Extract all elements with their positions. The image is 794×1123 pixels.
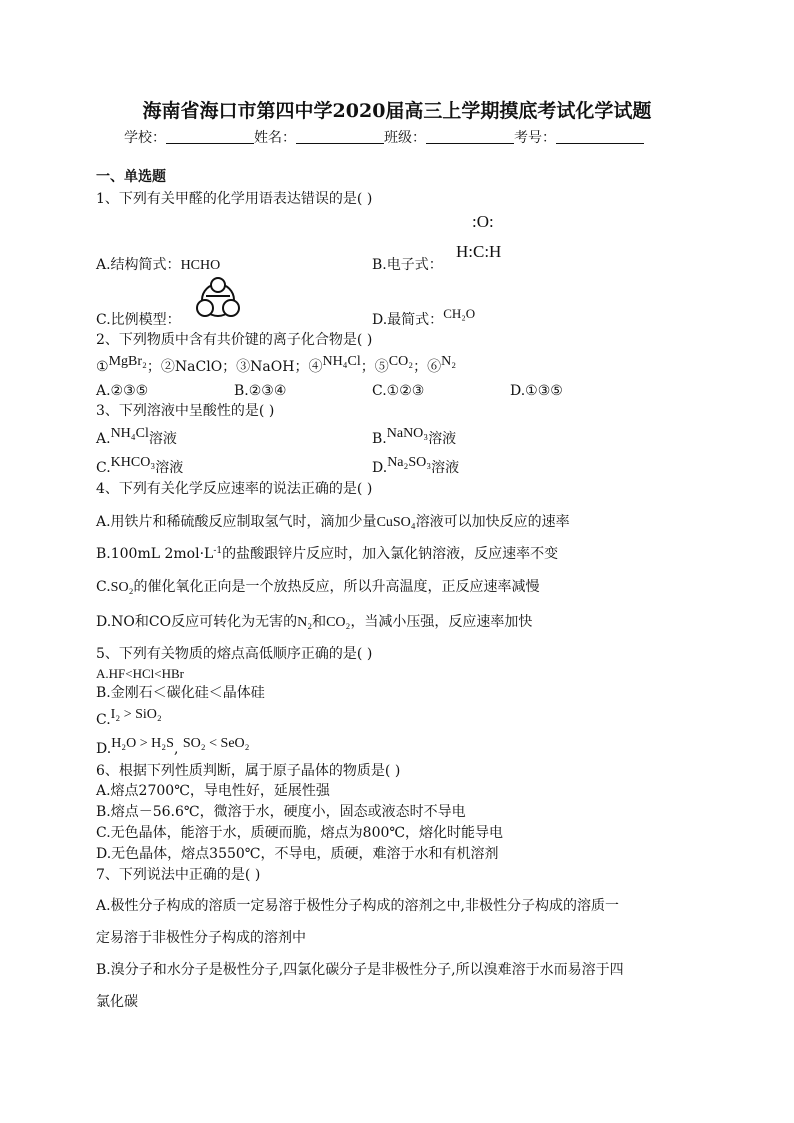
school-blank	[166, 129, 254, 144]
q5-c-formula: I₂ > SiO₂	[110, 707, 162, 722]
q4-c-text: 的催化氧化正向是一个放热反应，所以升高温度，正反应速率减慢	[133, 579, 540, 595]
q2-item: N₂	[441, 354, 457, 369]
class-blank	[426, 129, 514, 144]
q4-option-c	[96, 578, 539, 597]
q6-option-c: C.无色晶体，能溶于水，质硬而脆，熔点为800℃，熔化时能导电	[96, 825, 504, 841]
q4-d-text: D.NO和CO反应可转化为无害的	[96, 614, 298, 630]
q3-option-a	[96, 426, 177, 449]
q1-stem: 1、下列有关甲醛的化学用语表达错误的是( )	[96, 191, 373, 207]
school-label: 学校：	[124, 130, 166, 146]
q3-c-label: C.	[96, 460, 111, 476]
q4-a-text: 溶液可以加快反应的速率	[415, 514, 570, 530]
q5-option-b: B.金刚石＜碳化硅＜晶体硅	[96, 685, 265, 701]
q2-option-c: C.①②③	[372, 383, 425, 399]
name-label: 姓名：	[254, 130, 296, 146]
q1-option-c: C.比例模型：	[96, 312, 181, 328]
q5-stem: 5、下列有关物质的熔点高低顺序正确的是( )	[96, 646, 373, 662]
q4-option-b	[96, 545, 558, 563]
student-info-line	[124, 127, 644, 147]
q2-item: ①	[96, 359, 109, 375]
q5-d-formula: SO₂ < SeO₂	[182, 736, 250, 751]
q3-option-b	[372, 426, 457, 449]
q4-b-text: B.100mL 2mol·L	[96, 546, 214, 562]
q3-b-label: B.	[372, 431, 387, 447]
q4-c-text: C.	[96, 579, 111, 595]
q4-d-text: ，当减小压强，反应速率加快	[350, 614, 533, 630]
q2-item: NH₄Cl	[322, 354, 361, 369]
q1-electron-formula	[456, 242, 501, 262]
q2-option-a: A.②③⑤	[96, 383, 149, 399]
q3-option-c	[96, 455, 184, 478]
q5-option-d	[96, 736, 250, 759]
q2-option-d: D.①③⑤	[510, 383, 563, 399]
q3-stem: 3、下列溶液中呈酸性的是( )	[96, 403, 275, 419]
q5-d-formula: H₂O > H₂S	[111, 736, 174, 751]
q2-items	[96, 354, 457, 377]
q3-option-d	[372, 455, 460, 478]
space-filling-model-icon	[196, 276, 240, 320]
q7-stem: 7、下列说法中正确的是( )	[96, 867, 261, 883]
q1-b-label: B.电子式：	[372, 257, 443, 273]
q2-item: CO₂	[388, 354, 414, 369]
q1-option-b	[372, 256, 443, 274]
q4-d-formula: CO₂	[326, 615, 351, 630]
q6-option-d: D.无色晶体，熔点3550℃，不导电，质硬，难溶于水和有机溶剂	[96, 846, 499, 862]
q3-c-suffix: 溶液	[155, 460, 184, 476]
q3-a-formula: NH₄Cl	[110, 426, 149, 441]
q3-c-formula: KHCO₃	[110, 455, 156, 470]
q6-stem: 6、根据下列性质判断，属于原子晶体的物质是( )	[96, 763, 401, 779]
q1-d-formula: CH₂O	[443, 306, 476, 321]
q2-option-b: B.②③④	[234, 383, 287, 399]
class-label: 班级：	[384, 130, 426, 146]
q3-d-suffix: 溶液	[431, 460, 460, 476]
q2-stem: 2、下列物质中含有共价键的离子化合物是( )	[96, 332, 373, 348]
q7-option-b-line2: 氯化碳	[96, 994, 138, 1010]
q2-item: ；⑤	[360, 359, 389, 375]
q5-option-a: A.HF<HCl<HBr	[96, 666, 184, 681]
q1-option-d	[372, 306, 476, 329]
page-title: 海南省海口市第四中学2020届高三上学期摸底考试化学试题	[142, 100, 652, 122]
q7-option-a-line2: 定易溶于非极性分子构成的溶剂中	[96, 930, 306, 946]
q2-item: ；②NaClO；③NaOH；④	[146, 359, 323, 375]
number-label: 考号：	[514, 130, 556, 146]
q4-b-sup: -1	[213, 546, 223, 556]
q3-a-label: A.	[96, 431, 111, 447]
q1-a-label: A.结构简式：	[96, 257, 181, 273]
q4-option-a	[96, 513, 570, 532]
q3-b-formula: NaNO₃	[386, 426, 429, 441]
electron-o-text: :O:	[472, 212, 494, 231]
name-blank	[296, 129, 384, 144]
q4-b-text: 的盐酸跟锌片反应时，加入氯化钠溶液，反应速率不变	[222, 546, 559, 562]
q2-item: MgBr₂	[108, 354, 147, 369]
q1-d-label: D.最简式：	[372, 312, 444, 328]
q5-c-label: C.	[96, 712, 111, 728]
section-heading: 一、单选题	[96, 169, 166, 185]
q1-a-formula: HCHO	[180, 258, 221, 273]
q3-d-formula: Na₂SO₃	[387, 455, 432, 470]
q5-option-c	[96, 707, 162, 730]
q6-option-a: A.熔点2700℃，导电性好，延展性强	[96, 783, 330, 799]
q3-a-suffix: 溶液	[148, 431, 177, 447]
electron-hch-text: H:C:H	[456, 242, 502, 261]
q7-option-b-line1: B.溴分子和水分子是极性分子,四氯化碳分子是非极性分子,所以溴难溶于水而易溶于四	[96, 962, 624, 978]
q1-option-a	[96, 256, 220, 275]
q3-b-suffix: 溶液	[428, 431, 457, 447]
number-blank	[556, 129, 644, 144]
q3-d-label: D.	[372, 460, 388, 476]
q4-d-text: 和	[312, 614, 327, 630]
q4-option-d	[96, 613, 532, 632]
q2-item: ；⑥	[413, 359, 442, 375]
q4-c-formula: SO₂	[110, 580, 134, 595]
q6-option-b: B.熔点－56.6℃，微溶于水，硬度小，固态或液态时不导电	[96, 804, 466, 820]
q5-d-label: D.	[96, 741, 112, 757]
q1-electron-o	[472, 212, 494, 232]
q4-a-text: A.用铁片和稀硫酸反应制取氢气时，滴加少量	[96, 514, 377, 530]
q4-d-formula: N₂	[297, 615, 313, 630]
q4-stem: 4、下列有关化学反应速率的说法正确的是( )	[96, 481, 373, 497]
q7-option-a-line1: A.极性分子构成的溶质一定易溶于极性分子构成的溶剂之中,非极性分子构成的溶质一	[96, 898, 620, 914]
q4-a-formula: CuSO₄	[376, 515, 416, 530]
q5-d-sep: ,	[173, 741, 179, 757]
